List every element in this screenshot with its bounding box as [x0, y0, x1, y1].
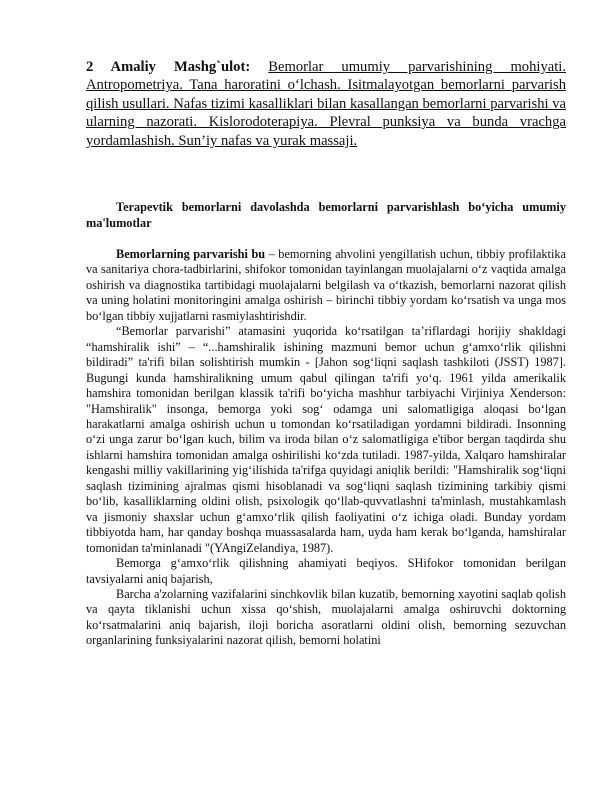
paragraph-4 [86, 587, 566, 649]
paragraph-1 [86, 247, 566, 324]
lesson-label: 2 Amaliy Mashg`ulot: [86, 59, 251, 75]
body-text [86, 247, 566, 649]
paragraph-2-text: “Bemorlar parvarishi” atamasini yuqorida ko‘rsatilgan ta’riflardagi horijiy shakldagi “hamshiralik ishi” – “...hamshiralik ishining mazmuni bemor uchun g‘amxo‘rlik qilishni bildiradi” ta'rifi bilan solishtirish mumkin - [Jahon sog‘liqni saqlash tashkiloti (JSST) 1987]. Bugungi kunda hamshiralikning umum qabul qilingan ta'rifi yo‘q. 1961 yilda amerikalik hamshira tomonidan berilgan klassik ta'rifi bo‘yicha mashhur tarbiyachi Virjiniya Xenderson: "Hamshiralik" insonga, bemorga yoki sog‘ odamga uni salomatligiga aloqasi bo‘lgan harakatlarni amalga oshirish uchun u tomondan ko‘rsatiladigan yordamni bildiradi. Insonning o‘zi unga zarur bo‘lgan kuch, bilim va iroda bilan o‘z salomatligiga e'tibor bergan taqdirda shu ishlarni hamshira tomonidan amalga oshirilishi ko‘zda tutiladi. 1987-yilda, Xalqaro hamshiralar kengashi milliy vakillarining yig‘ilishida ta'rifga quyidagi aniqlik berildi: "Hamshiralik sog‘liqni saqlash tizimining ajralmas qismi hisoblanadi va sog‘liqni saqlash tizimining tarkibiy qismi bo‘lib, kasalliklarning oldini olish, psixologik qo‘llab-quvvatlashni ta'minlash, mustahkamlash va jismoniy shaxslar uchun g‘amxo‘rlik qilish faoliyatini o‘z ichiga oladi. Bunday yordam tibbiyotda ham, har qanday boshqa muassasalarda ham, uyda ham kerak bo‘lganda, hamshiralar tomonidan ta'minlanadi "(YAngiZelandiya, 1987). [86, 324, 566, 555]
lesson-heading [86, 58, 566, 150]
paragraph-3 [86, 556, 566, 587]
paragraph-1-lead: Bemorlarning parvarishi bu [116, 247, 266, 261]
paragraph-1-text: – bemorning ahvolini yengillatish uchun, tibbiy profilaktika va sanitariya chora-tadbirlarini, shifokor tomonidan tayinlangan muolajalarni o‘z vaqtida amalga oshirish va diagnostika tartibidagi muolajalarni belgilash va o‘tkazish, bemorlarni nazorat qilish va uning holatini monitoringini amalga oshirish – birinchi tibbiy yordam ko‘rsatish va unga mos bo‘lgan tibbiy xujjatlarni rasmiylashtirishdir. [86, 247, 567, 323]
lesson-title: Bemorlar umumiy parvarishining mohiyati. Antropometriya. Tana haroratini o‘lchash. Isitmalayotgan bemorlarni parvarish qilish usullari. Nafas tizimi kasalliklari bilan kasallangan bemorlarni parvarishi va ularning nazorati. Kislorodoterapiya. Plevral punksiya va bunda vrachga yordamlashish. Sun’iy nafas va yurak massaji. [86, 59, 566, 149]
section-subheading: Terapevtik bemorlarni davolashda bemorlarni parvarishlash bo‘yicha umumiy ma'lumotlar [86, 200, 566, 230]
paragraph-2 [86, 324, 566, 556]
paragraph-4-text: Barcha a'zolarning vazifalarini sinchkovlik bilan kuzatib, bemorning xayotini saqlab qolish va qayta tiklanishi uchun xissa qo‘shish, muolajalarni amalga oshiruvchi doktorning ko‘rsatmalarini aniq bajarish, iloji boricha asoratlarni oldini olish, bemorning sezuvchan organlarining funksiyalarini nazorat qilish, bemorni holatini [86, 586, 566, 648]
paragraph-3-text: Bemorga g‘amxo‘rlik qilishning ahamiyati beqiyos. SHifokor tomonidan berilgan tavsiyalarni aniq bajarish, [86, 556, 566, 586]
